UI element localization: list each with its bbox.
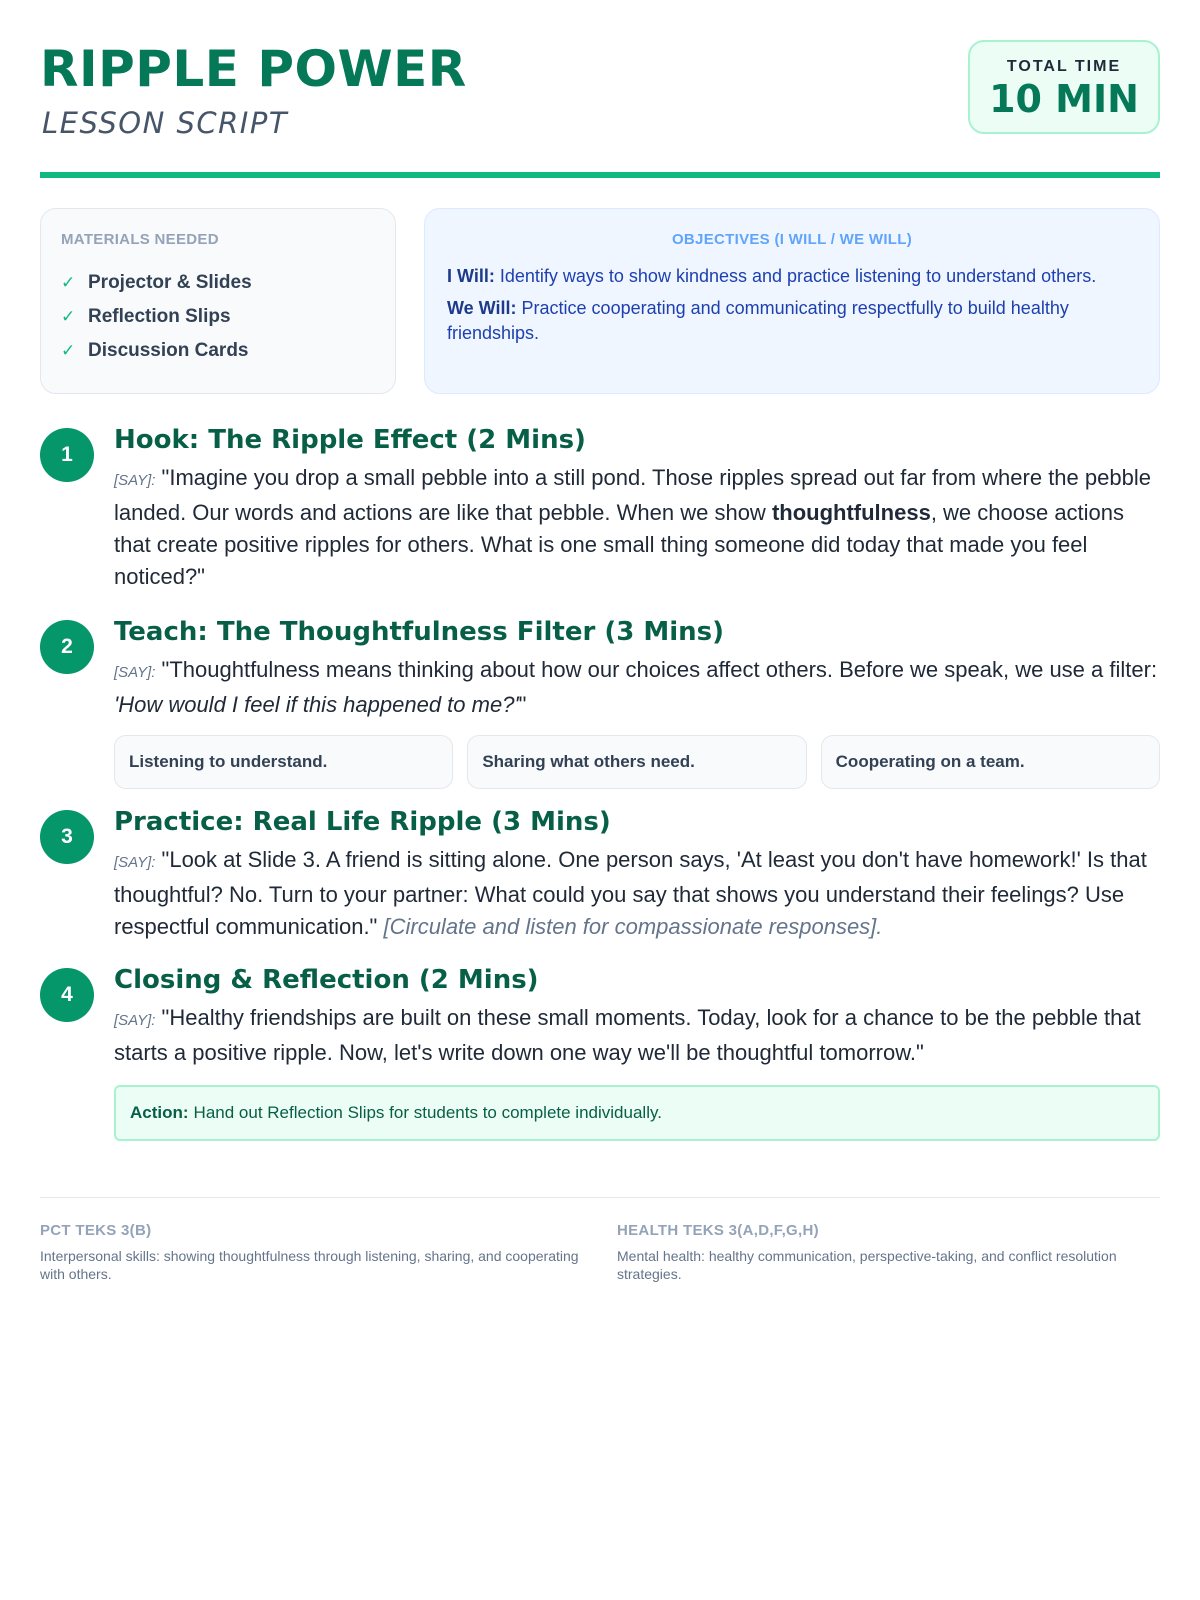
script-text: , we choose actions that create positive ripples for others. What is one small thing someone did today that made you feel noticed?" — [114, 500, 1125, 589]
standard-label: HEALTH TEKS 3(A,D,F,G,H) — [617, 1222, 819, 1239]
materials-label: MATERIALS NEEDED — [61, 231, 219, 248]
say-label: [SAY]: — [114, 1012, 156, 1029]
i-will-label: I Will: — [447, 266, 495, 286]
step-script — [114, 462, 1160, 593]
step-number-badge: 3 — [40, 810, 94, 864]
step-number-badge: 2 — [40, 620, 94, 674]
list-item — [61, 334, 375, 368]
filter-cards — [114, 735, 1160, 789]
script-text: "Healthy friendships are built on these small moments. Today, look for a chance to be the pebble that starts a positive ripple. Now, let's write down one way we'll be thoughtful tomorrow." — [114, 1005, 1141, 1065]
script-text: "Look at Slide 3. A friend is sitting alone. One person says, 'At least you don't have homework!' Is that thoughtful? No. Turn to your partner: What could you say that shows you understand their feelings? Use respectful communication." — [114, 847, 1147, 939]
list-item — [61, 266, 375, 300]
standard-text: Mental health: healthy communication, perspective-taking, and conflict resolution strategies. — [617, 1248, 1117, 1282]
script-text: " — [518, 692, 527, 717]
material-label: Discussion Cards — [88, 340, 249, 361]
step-script — [114, 844, 1160, 943]
step-script — [114, 1002, 1160, 1069]
script-filter-question: 'How would I feel if this happened to me?' — [114, 692, 519, 717]
total-time-value: 10 MIN — [989, 77, 1139, 121]
health-teks-standard — [617, 1222, 1157, 1283]
say-label: [SAY]: — [114, 854, 156, 871]
standard-label: PCT TEKS 3(B) — [40, 1222, 152, 1239]
objectives-label: OBJECTIVES (I WILL / WE WILL) — [671, 231, 913, 248]
action-label: Action: — [130, 1103, 189, 1122]
teacher-note: [Circulate and listen for compassionate responses]. — [383, 914, 883, 939]
step-body — [114, 962, 1160, 1141]
filter-card: Listening to understand. — [114, 735, 453, 789]
material-label: Projector & Slides — [88, 272, 252, 293]
i-will-text: Identify ways to show kindness and practice listening to understand others. — [499, 266, 1097, 286]
list-item — [61, 300, 375, 334]
page-subtitle: LESSON SCRIPT — [42, 106, 289, 140]
script-text: "Thoughtfulness means thinking about how our choices affect others. Before we speak, we use a filter: — [161, 657, 1158, 682]
we-will-label: We Will: — [447, 298, 517, 318]
material-label: Reflection Slips — [88, 306, 231, 327]
total-time-badge — [968, 40, 1160, 134]
materials-card — [40, 208, 396, 394]
pct-teks-standard — [40, 1222, 580, 1283]
check-icon: ✓ — [61, 307, 76, 326]
action-text: Hand out Reflection Slips for students to complete individually. — [193, 1103, 662, 1122]
i-will-objective — [447, 264, 1137, 289]
script-emphasis: thoughtfulness — [771, 500, 931, 525]
step-title: Closing & Reflection (2 Mins) — [114, 965, 539, 995]
step-body — [114, 422, 1160, 593]
footer-divider — [40, 1197, 1160, 1198]
filter-card: Cooperating on a team. — [821, 735, 1160, 789]
step-number-badge: 1 — [40, 428, 94, 482]
step-body — [114, 614, 1160, 789]
say-label: [SAY]: — [114, 664, 156, 681]
step-body — [114, 804, 1160, 943]
step-number-badge: 4 — [40, 968, 94, 1022]
page-title: RIPPLE POWER — [40, 40, 467, 98]
check-icon: ✓ — [61, 341, 76, 360]
say-label: [SAY]: — [114, 472, 156, 489]
standard-text: Interpersonal skills: showing thoughtfulness through listening, sharing, and cooperating with others. — [40, 1248, 579, 1282]
we-will-objective — [447, 296, 1137, 346]
materials-list — [61, 266, 375, 368]
step-title: Teach: The Thoughtfulness Filter (3 Mins) — [114, 617, 725, 647]
action-callout — [114, 1085, 1160, 1141]
standards-footer — [40, 1222, 1160, 1302]
objectives-card — [424, 208, 1160, 394]
we-will-text: Practice cooperating and communicating respectfully to build healthy friendships. — [447, 298, 1069, 343]
total-time-label: TOTAL TIME — [1006, 58, 1122, 75]
step-title: Hook: The Ripple Effect (2 Mins) — [114, 425, 586, 455]
step-script — [114, 654, 1160, 721]
header-divider — [40, 172, 1160, 178]
header — [40, 0, 1160, 176]
info-row — [40, 208, 1160, 394]
check-icon: ✓ — [61, 273, 76, 292]
step-title: Practice: Real Life Ripple (3 Mins) — [114, 807, 611, 837]
script-text: "Imagine you drop a small pebble into a still pond. Those ripples spread out far from where the pebble landed. Our words and actions are like that pebble. When we show — [114, 465, 1151, 525]
filter-card: Sharing what others need. — [467, 735, 806, 789]
